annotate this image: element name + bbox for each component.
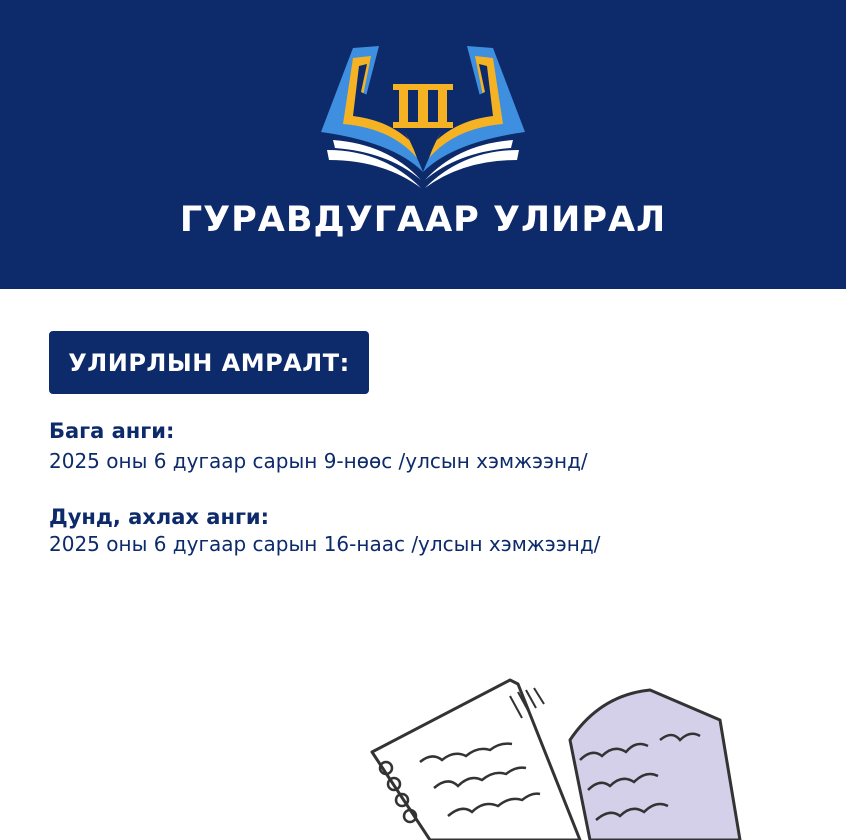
primary-grade-label: Бага анги: [49, 419, 175, 443]
secondary-grade-date: 2025 оны 6 дугаар сарын 16-наас /улсын хэмжээнд/ [49, 532, 601, 556]
open-book-roman-three-logo-icon [313, 40, 533, 192]
page-title: ГУРАВДУГААР УЛИРАЛ [179, 200, 667, 240]
section-badge: УЛИРЛЫН АМРАЛТ: [49, 331, 369, 394]
secondary-grade-label: Дунд, ахлах анги: [49, 505, 270, 529]
sketched-papers-icon [360, 670, 780, 840]
header-banner [0, 0, 846, 289]
primary-grade-date: 2025 оны 6 дугаар сарын 9-нөөс /улсын хэмжээнд/ [49, 449, 588, 473]
